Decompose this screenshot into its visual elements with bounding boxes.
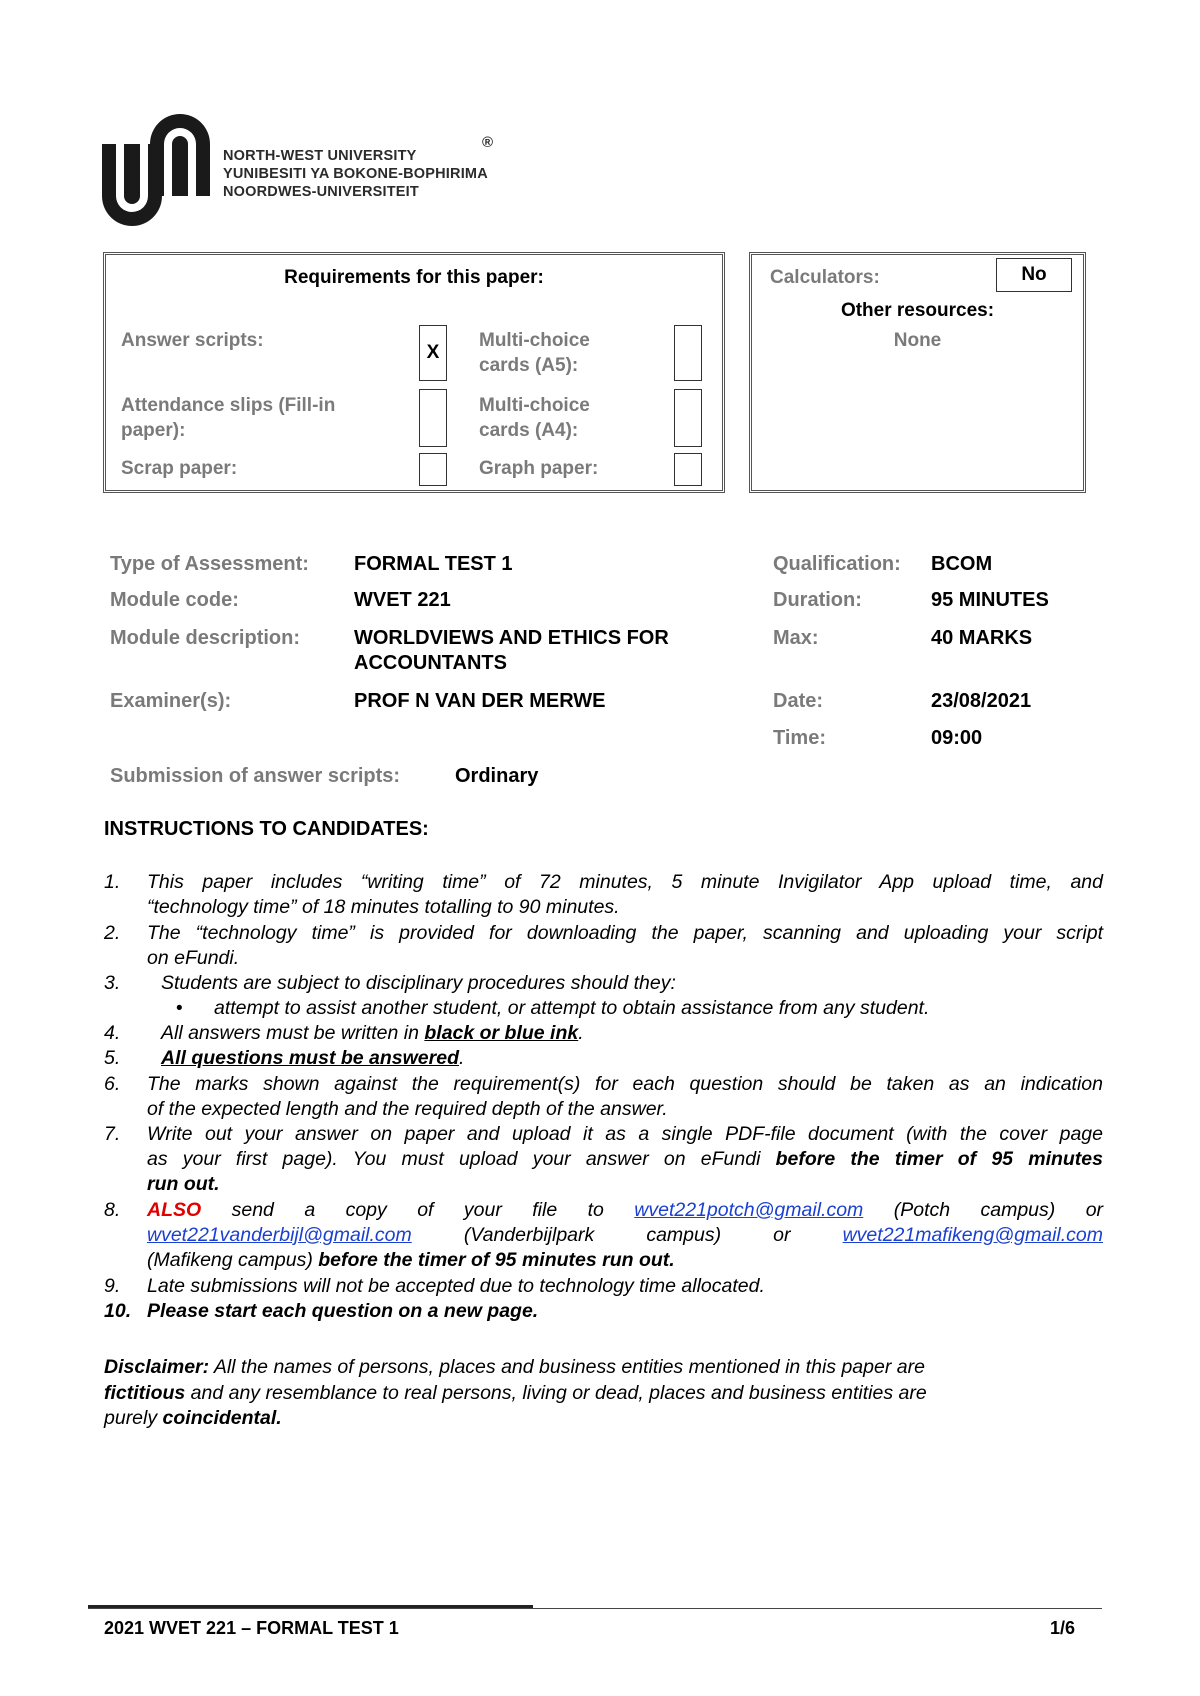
instruction-4-ink-emphasis: black or blue ink — [424, 1022, 579, 1044]
module-description-value-line2: ACCOUNTANTS — [354, 652, 507, 674]
instruction-4-text-c: . — [578, 1022, 584, 1044]
submission-label: Submission of answer scripts: — [110, 765, 401, 787]
module-description-value-line1: WORLDVIEWS AND ETHICS FOR — [354, 627, 669, 649]
instruction-5-emphasis: All questions must be answered — [161, 1047, 459, 1069]
instruction-7-line2-a: as your first page). You must upload your answer on eFundi — [147, 1148, 776, 1170]
time-label: Time: — [773, 727, 826, 749]
attendance-slips-checkbox — [419, 389, 447, 447]
instruction-2-number: 2. — [104, 922, 121, 944]
requirements-title: Requirements for this paper: — [284, 267, 544, 288]
max-value: 40 MARKS — [931, 627, 1033, 649]
instruction-8-text-b: (Potch campus) or — [893, 1199, 1104, 1221]
university-name-afrikaans: NOORDWES-UNIVERSITEIT — [223, 184, 419, 200]
email-vanderbijl-link[interactable]: wvet221vanderbijl@gmail.com — [147, 1224, 412, 1246]
mc-a5-label-line2: cards (A5): — [479, 355, 579, 376]
email-potch-link[interactable]: wvet221potch@gmail.com — [634, 1199, 864, 1221]
assessment-type-value: FORMAL TEST 1 — [354, 553, 513, 575]
scrap-paper-label: Scrap paper: — [121, 458, 238, 479]
instruction-8-text-c: (Vanderbijlpark campus) or — [463, 1224, 791, 1246]
instruction-8-number: 8. — [104, 1199, 121, 1221]
qualification-label: Qualification: — [773, 553, 901, 575]
university-logo — [102, 114, 210, 226]
instruction-8-also: ALSO — [147, 1199, 202, 1221]
duration-label: Duration: — [773, 589, 862, 611]
instruction-6-line2: of the expected length and the required depth of the answer. — [147, 1098, 668, 1120]
instruction-1-number: 1. — [104, 871, 121, 893]
instruction-8-text-a: send a copy of your file to — [231, 1199, 604, 1221]
registered-mark: ® — [482, 134, 494, 151]
instruction-6-line1: The marks shown against the requirement(s) for each question should be taken as an indication — [147, 1073, 1103, 1095]
time-value: 09:00 — [931, 727, 983, 749]
page-number: 1/6 — [1050, 1618, 1076, 1638]
university-name-english: NORTH-WEST UNIVERSITY — [223, 148, 417, 164]
instruction-7-line1: Write out your answer on paper and upload it as a single PDF-file document (with the cover page — [147, 1123, 1103, 1145]
mc-a4-label-line1: Multi-choice — [479, 395, 590, 416]
instruction-1-line1: This paper includes “writing time” of 72 minutes, 5 minute Invigilator App upload time, and — [147, 871, 1103, 893]
instruction-10-number: 10. — [104, 1300, 132, 1322]
instruction-8-text-d: (Mafikeng campus) — [147, 1249, 319, 1271]
mc-a5-label-line1: Multi-choice — [479, 330, 590, 351]
instruction-4-number: 4. — [104, 1022, 121, 1044]
instruction-8-line3 — [147, 1248, 675, 1273]
attendance-slips-label-line2: paper): — [121, 420, 186, 441]
instruction-7-deadline: before the timer of 95 minutes — [775, 1148, 1103, 1170]
date-label: Date: — [773, 690, 824, 712]
graph-paper-checkbox — [674, 453, 702, 486]
instruction-10-text: Please start each question on a new page. — [147, 1300, 539, 1322]
instruction-3-bullet-text: attempt to assist another student, or attempt to obtain assistance from any student. — [214, 997, 930, 1019]
examiner-value: PROF N VAN DER MERWE — [354, 690, 606, 712]
instruction-9-number: 9. — [104, 1275, 121, 1297]
mc-a4-label-line2: cards (A4): — [479, 420, 579, 441]
graph-paper-label: Graph paper: — [479, 458, 599, 479]
footer-rule — [88, 1608, 1102, 1609]
date-value: 23/08/2021 — [931, 690, 1032, 712]
answer-scripts-label: Answer scripts: — [121, 330, 264, 351]
instruction-7-line2 — [147, 1147, 1103, 1172]
disclaimer-line2 — [104, 1381, 927, 1406]
footer-title: 2021 WVET 221 – FORMAL TEST 1 — [104, 1618, 399, 1638]
attendance-slips-label-line1: Attendance slips (Fill-in — [121, 395, 336, 416]
instruction-4-text — [161, 1021, 584, 1046]
resources-box — [749, 252, 1086, 493]
module-code-label: Module code: — [110, 589, 239, 611]
examiner-label: Examiner(s): — [110, 690, 232, 712]
instruction-8-line1 — [147, 1198, 1103, 1223]
scrap-paper-checkbox — [419, 453, 447, 486]
calculators-label: Calculators: — [770, 267, 880, 288]
disclaimer-text-1: All the names of persons, places and business entities mentioned in this paper are — [209, 1356, 925, 1378]
instruction-5-period: . — [458, 1047, 465, 1069]
answer-scripts-mark: X — [426, 342, 440, 363]
requirements-box — [103, 252, 725, 493]
instruction-8-deadline: before the timer of 95 minutes run out. — [318, 1249, 675, 1271]
instruction-1-line2: “technology time” of 18 minutes totalling to 90 minutes. — [147, 896, 620, 918]
duration-value: 95 MINUTES — [931, 589, 1049, 611]
instruction-9-text: Late submissions will not be accepted due to technology time allocated. — [147, 1275, 765, 1297]
qualification-value: BCOM — [931, 553, 993, 575]
instruction-7-number: 7. — [104, 1123, 121, 1145]
instruction-5-number: 5. — [104, 1047, 121, 1069]
disclaimer-coincidental: coincidental. — [162, 1407, 282, 1429]
mc-a5-checkbox — [674, 325, 702, 381]
submission-value: Ordinary — [455, 765, 539, 787]
instruction-3-line1: Students are subject to disciplinary procedures should they: — [161, 972, 676, 994]
instructions-heading: INSTRUCTIONS TO CANDIDATES: — [104, 818, 429, 840]
disclaimer-text-2: and any resemblance to real persons, living or dead, places and business entities are — [185, 1382, 927, 1404]
instruction-8-line2 — [147, 1223, 1103, 1248]
instruction-4-text-a: All answers must be written in — [161, 1022, 425, 1044]
email-mafikeng-link[interactable]: wvet221mafikeng@gmail.com — [842, 1224, 1103, 1246]
disclaimer-text-3: purely — [104, 1407, 163, 1429]
instruction-2-line2: on eFundi. — [147, 947, 240, 969]
university-name-tswana: YUNIBESITI YA BOKONE-BOPHIRIMA — [223, 166, 488, 182]
assessment-type-label: Type of Assessment: — [110, 553, 309, 575]
max-label: Max: — [773, 627, 819, 649]
disclaimer-label: Disclaimer: — [104, 1356, 210, 1378]
instruction-7-line3: run out. — [147, 1173, 220, 1195]
disclaimer-line1 — [104, 1355, 925, 1380]
instruction-5-text — [161, 1046, 464, 1071]
disclaimer-fictitious: fictitious — [104, 1382, 186, 1404]
module-code-value: WVET 221 — [354, 589, 451, 611]
answer-scripts-checkbox — [419, 325, 447, 381]
mc-a4-checkbox — [674, 389, 702, 447]
instruction-3-number: 3. — [104, 972, 121, 994]
other-resources-label: Other resources: — [840, 300, 995, 321]
instruction-6-number: 6. — [104, 1073, 121, 1095]
disclaimer-line3 — [104, 1406, 282, 1431]
instruction-3-bullet: • — [176, 998, 183, 1019]
other-resources-value: None — [893, 330, 942, 351]
calculators-value-box — [996, 258, 1072, 292]
instruction-2-line1: The “technology time” is provided for downloading the paper, scanning and uploading your script — [147, 922, 1103, 944]
calculators-value: No — [1021, 264, 1047, 285]
module-description-label: Module description: — [110, 627, 300, 649]
